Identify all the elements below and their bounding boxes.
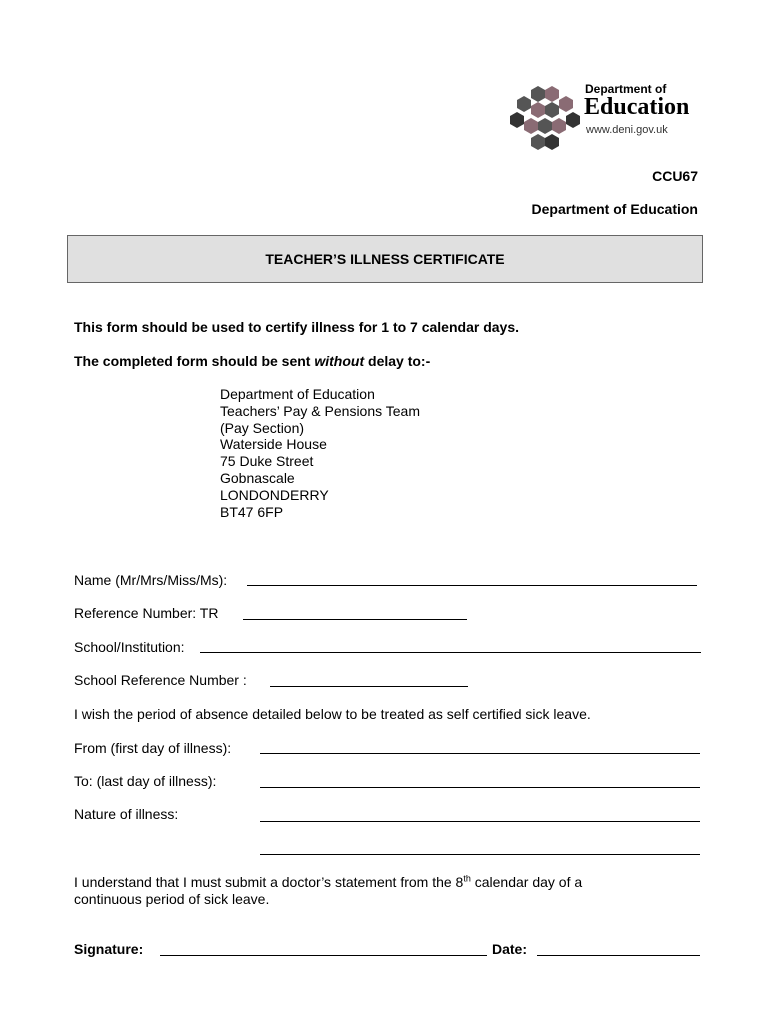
doctor-statement-line-2: continuous period of sick leave. — [74, 891, 270, 907]
logo-education-text: Education — [584, 94, 690, 120]
school-label: School/Institution: — [74, 639, 185, 655]
reference-input-line[interactable] — [243, 619, 467, 620]
to-date-input-line[interactable] — [260, 787, 700, 788]
department-logo-icon — [508, 82, 588, 152]
address-line: Gobnascale — [220, 469, 295, 486]
certificate-title: TEACHER’S ILLNESS CERTIFICATE — [67, 235, 703, 283]
name-input-line[interactable] — [247, 585, 697, 586]
nature-label: Nature of illness: — [74, 806, 179, 822]
logo-department-text: Department of — [585, 82, 667, 96]
reference-label: Reference Number: TR — [74, 605, 219, 621]
to-date-label: To: (last day of illness): — [74, 773, 217, 789]
signature-input-line[interactable] — [160, 955, 487, 956]
school-reference-label: School Reference Number : — [74, 672, 247, 688]
nature-input-line-1[interactable] — [260, 821, 700, 822]
address-line: Waterside House — [220, 436, 327, 453]
name-label: Name (Mr/Mrs/Miss/Ms): — [74, 572, 228, 588]
address-line: Teachers’ Pay & Pensions Team — [220, 402, 420, 419]
address-line: BT47 6FP — [220, 503, 284, 520]
form-code: CCU67 — [652, 168, 698, 184]
address-line: (Pay Section) — [220, 419, 305, 436]
intro-line-2: The completed form should be sent without delay to:- — [74, 353, 431, 369]
address-line: Department of Education — [220, 386, 375, 402]
date-input-line[interactable] — [537, 955, 700, 956]
logo-url: www.deni.gov.uk — [586, 124, 668, 136]
signature-label: Signature: — [74, 941, 144, 957]
postal-address — [220, 386, 420, 520]
address-line: LONDONDERRY — [220, 486, 329, 503]
from-date-input-line[interactable] — [260, 753, 700, 754]
intro-line-1: This form should be used to certify illness for 1 to 7 calendar days. — [74, 319, 519, 335]
nature-input-line-2[interactable] — [260, 854, 700, 855]
header-department: Department of Education — [531, 201, 698, 217]
school-reference-input-line[interactable] — [270, 686, 468, 687]
school-input-line[interactable] — [200, 652, 701, 653]
address-line: 75 Duke Street — [220, 453, 314, 470]
date-label: Date: — [492, 941, 528, 957]
from-date-label: From (first day of illness): — [74, 740, 232, 756]
self-cert-statement: I wish the period of absence detailed below to be treated as self certified sick leave. — [74, 706, 591, 722]
doctor-statement-line-1: I understand that I must submit a doctor’s statement from the 8th calendar day of a — [74, 873, 583, 890]
